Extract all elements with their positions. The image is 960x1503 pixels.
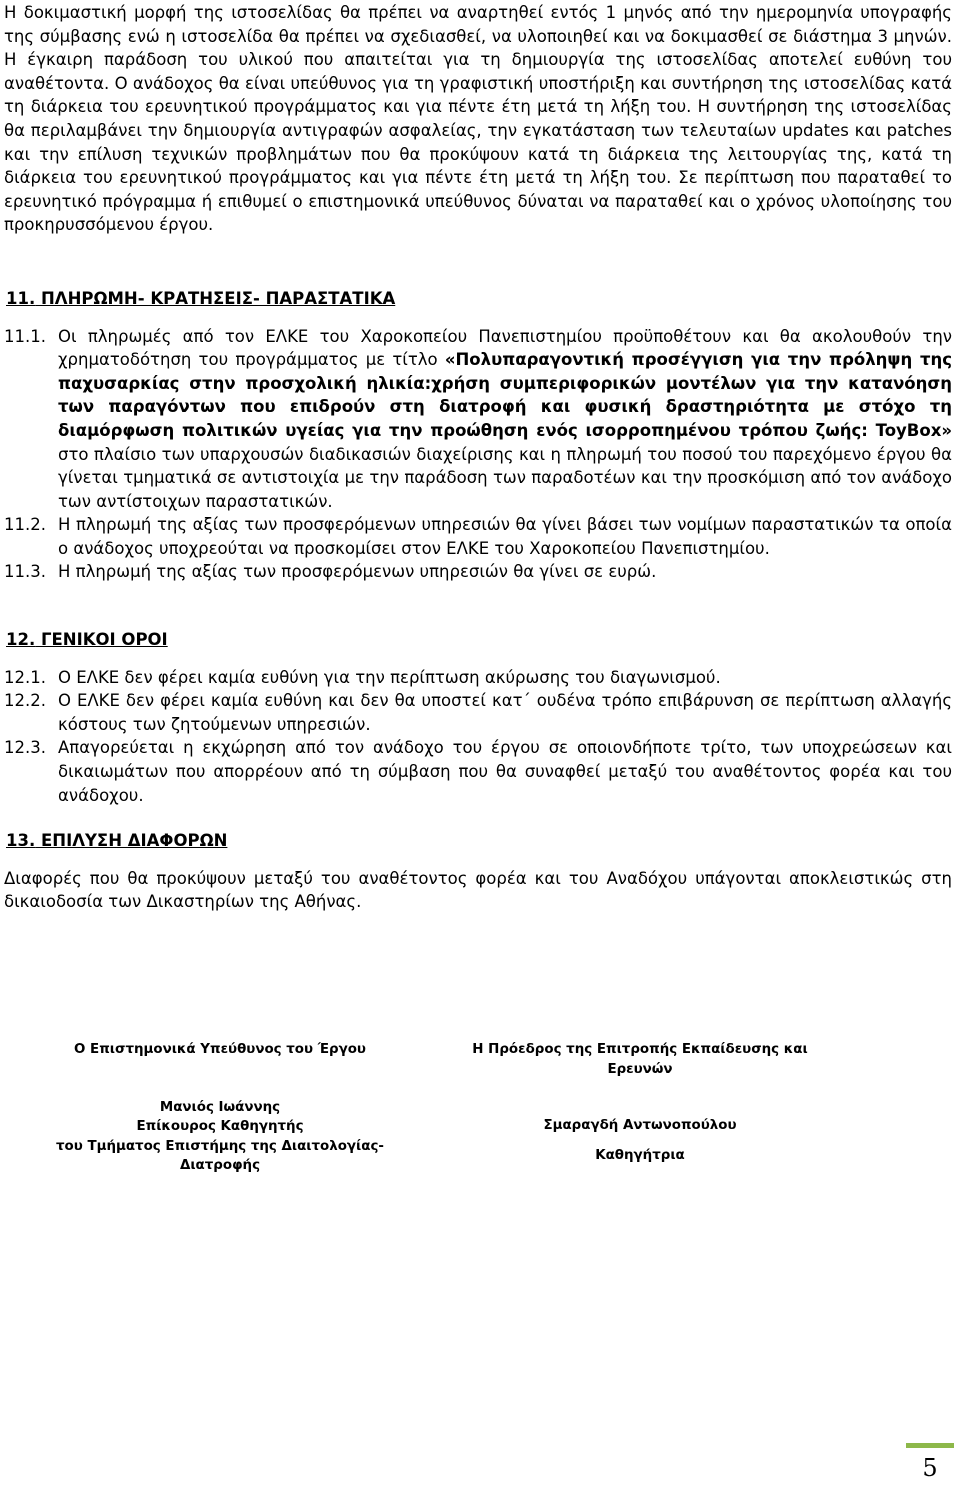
signature-left-title-2: του Τμήματος Επιστήμης της Διαιτολογίας- (56, 1138, 384, 1154)
item-text-12-3: Απαγορεύεται η εκχώρηση από τον ανάδοχο του έργου σε οποιονδήποτε τρίτο, των υποχρεώσεων και δικαιωμάτων που απορρέουν από τη σύμβαση που θα συναφθεί μεταξύ του αναθέτοντος φορέα και του ανάδοχου. (58, 738, 952, 805)
signature-left-role: Ο Επιστημονικά Υπεύθυνος του Έργου (74, 1042, 366, 1057)
signature-left-title-3: Διατροφής (179, 1158, 261, 1173)
list-item-12-2 (4, 689, 952, 736)
signature-left-name: Μανιός Ιωάννης (159, 1099, 281, 1115)
item-text-11-3: Η πληρωμή της αξίας των προσφερόμενων υπηρεσιών θα γίνει σε ευρώ. (58, 562, 657, 582)
item-number-11-3: 11.3. (4, 562, 46, 582)
signature-right (470, 1040, 810, 1165)
item-number-11-1: 11.1. (4, 326, 46, 346)
list-item-11-2 (4, 513, 952, 560)
section-11-items (4, 325, 952, 585)
item-11-1-pre: Οι πληρωμές από τον ΕΛΚΕ του Χαροκοπείου Πανεπιστημίου προϋποθέτουν και θα ακολουθούν την χρηματοδότηση του προγράμματος με τίτλο (58, 326, 952, 370)
signature-left (20, 1040, 420, 1176)
item-11-1-post: στο πλαίσιο των υπαρχουσών διαδικασιών διαχείρισης και η πληρωμή του ποσού του παρεχόμενο έργου θα γίνεται τμηματικά σε αντιστοιχία με την παράδοση των παραδοτέων και την προσκόμιση από τον ανάδοχο των αντίστοιχων παραστατικών. (58, 444, 952, 511)
page-number: 5 (922, 1454, 938, 1482)
signature-right-role-2: Ερευνών (607, 1061, 673, 1077)
item-number-11-2: 11.2. (4, 515, 46, 535)
item-text-11-1 (58, 325, 952, 514)
section-13-title: ΕΠΙΛΥΣΗ ΔΙΑΦΟΡΩΝ (40, 831, 228, 851)
section-12-heading (6, 628, 952, 652)
item-text-11-2: Η πληρωμή της αξίας των προσφερόμενων υπηρεσιών θα γίνει βάσει των νομίμων παραστατικών τα οποία ο ανάδοχος υποχρεούται να προσκομίσει στον ΕΛΚΕ του Χαροκοπείου Πανεπιστημίου. (58, 515, 952, 558)
section-13-number: 13. (6, 831, 36, 851)
section-11-heading (6, 287, 952, 311)
intro-text-part2: Ο ανάδοχος θα είναι υπεύθυνος για τη γραφιστική υποστήριξη και συντήρηση της ιστοσελίδας κατά τη διάρκεια του ερευνητικού προγράμματος και για πέντε έτη μετά τη λήξη του. Η συντήρηση της ιστοσελίδας θα περιλαμβάνει την δημιουργία αντιγραφών ασφαλείας, την εγκατάσταση των τελευταίων updates και patches και την επίλυση τεχνικών προβλημάτων που θα προκύψουν κατά τη διάρκεια της λειτουργίας της, κατά τη διάρκεια του ερευνητικού προγράμματος και για πέντε έτη μετά τη λήξη του. Σε περίπτωση που παραταθεί το ερευνητικό πρόγραμμα ή επιθυμεί ο επιστημονικά υπεύθυνος δύναται να παραταθεί και ο χρόνος υλοποίησης του προκηρυσσόμενου έργου. (4, 73, 953, 235)
section-11-title: ΠΛΗΡΩΜΗ- ΚΡΑΤΗΣΕΙΣ- ΠΑΡΑΣΤΑΤΙΚΑ (40, 288, 396, 308)
item-number-12-2: 12.2. (4, 691, 46, 711)
signature-left-title-1: Επίκουρος Καθηγητής (136, 1119, 304, 1134)
section-13-text: Διαφορές που θα προκύψουν μεταξύ του αναθέτοντος φορέα και του Αναδόχου υπάγονται αποκλειστικώς στη δικαιοδοσία των Δικαστηρίων της Αθήνας. (4, 868, 952, 912)
program-title: «Πολυπαραγοντική προσέγγιση για την πρόληψη της παχυσαρκίας στην προσχολική ηλικία:χρήση συμπεριφορικών μοντέλων για την κατανόηση των παραγόντων που επιδρούν στη διατροφή και φυσική δραστηριότητα με στόχο τη διαμόρφωση πολιτικών υγείας για την προώθηση ενός ισορροπημένου τρόπου ζωής: ToyBox» (58, 350, 952, 440)
section-11-number: 11. (6, 288, 36, 308)
signature-right-role-1: Η Πρόεδρος της Επιτροπής Εκπαίδευσης και (472, 1042, 808, 1057)
footer-accent-bar (906, 1443, 954, 1448)
list-item-12-3 (4, 736, 952, 807)
item-number-12-1: 12.1. (4, 667, 46, 687)
section-12-title: ΓΕΝΙΚΟΙ ΟΡΟΙ (40, 630, 168, 650)
section-12-number: 12. (6, 630, 36, 650)
intro-paragraph (4, 1, 952, 237)
signature-right-name: Σμαραγδή Αντωνοπούλου (543, 1118, 737, 1133)
list-item-12-1 (4, 666, 952, 690)
item-number-12-3: 12.3. (4, 738, 46, 758)
section-12-items (4, 666, 952, 808)
list-item-11-1 (4, 325, 952, 514)
item-text-12-2: Ο ΕΛΚΕ δεν φέρει καμία ευθύνη και δεν θα υποστεί κατ΄ ουδένα τρόπο επιβάρυνση σε περίπτωση αλλαγής κόστους των ζητούμενων υπηρεσιών. (58, 691, 952, 734)
item-text-12-1: Ο ΕΛΚΕ δεν φέρει καμία ευθύνη για την περίπτωση ακύρωσης του διαγωνισμού. (58, 667, 721, 687)
list-item-11-3 (4, 560, 952, 584)
intro-text-part1: Η δοκιμαστική μορφή της ιστοσελίδας θα πρέπει να αναρτηθεί εντός 1 μηνός από την ημερομηνία υπογραφής της σύμβασης ενώ η ιστοσελίδα θα πρέπει να σχεδιασθεί, να υλοποιηθεί και να δοκιμασθεί σε διάστημα 3 μηνών. Η έγκαιρη παράδοση του υλικού που απαιτείται για τη δημιουργία της ιστοσελίδας αποτελεί ευθύνη του αναθέτοντα. (4, 3, 952, 93)
signature-right-title: Καθηγήτρια (595, 1147, 685, 1163)
section-13-heading (6, 829, 952, 853)
